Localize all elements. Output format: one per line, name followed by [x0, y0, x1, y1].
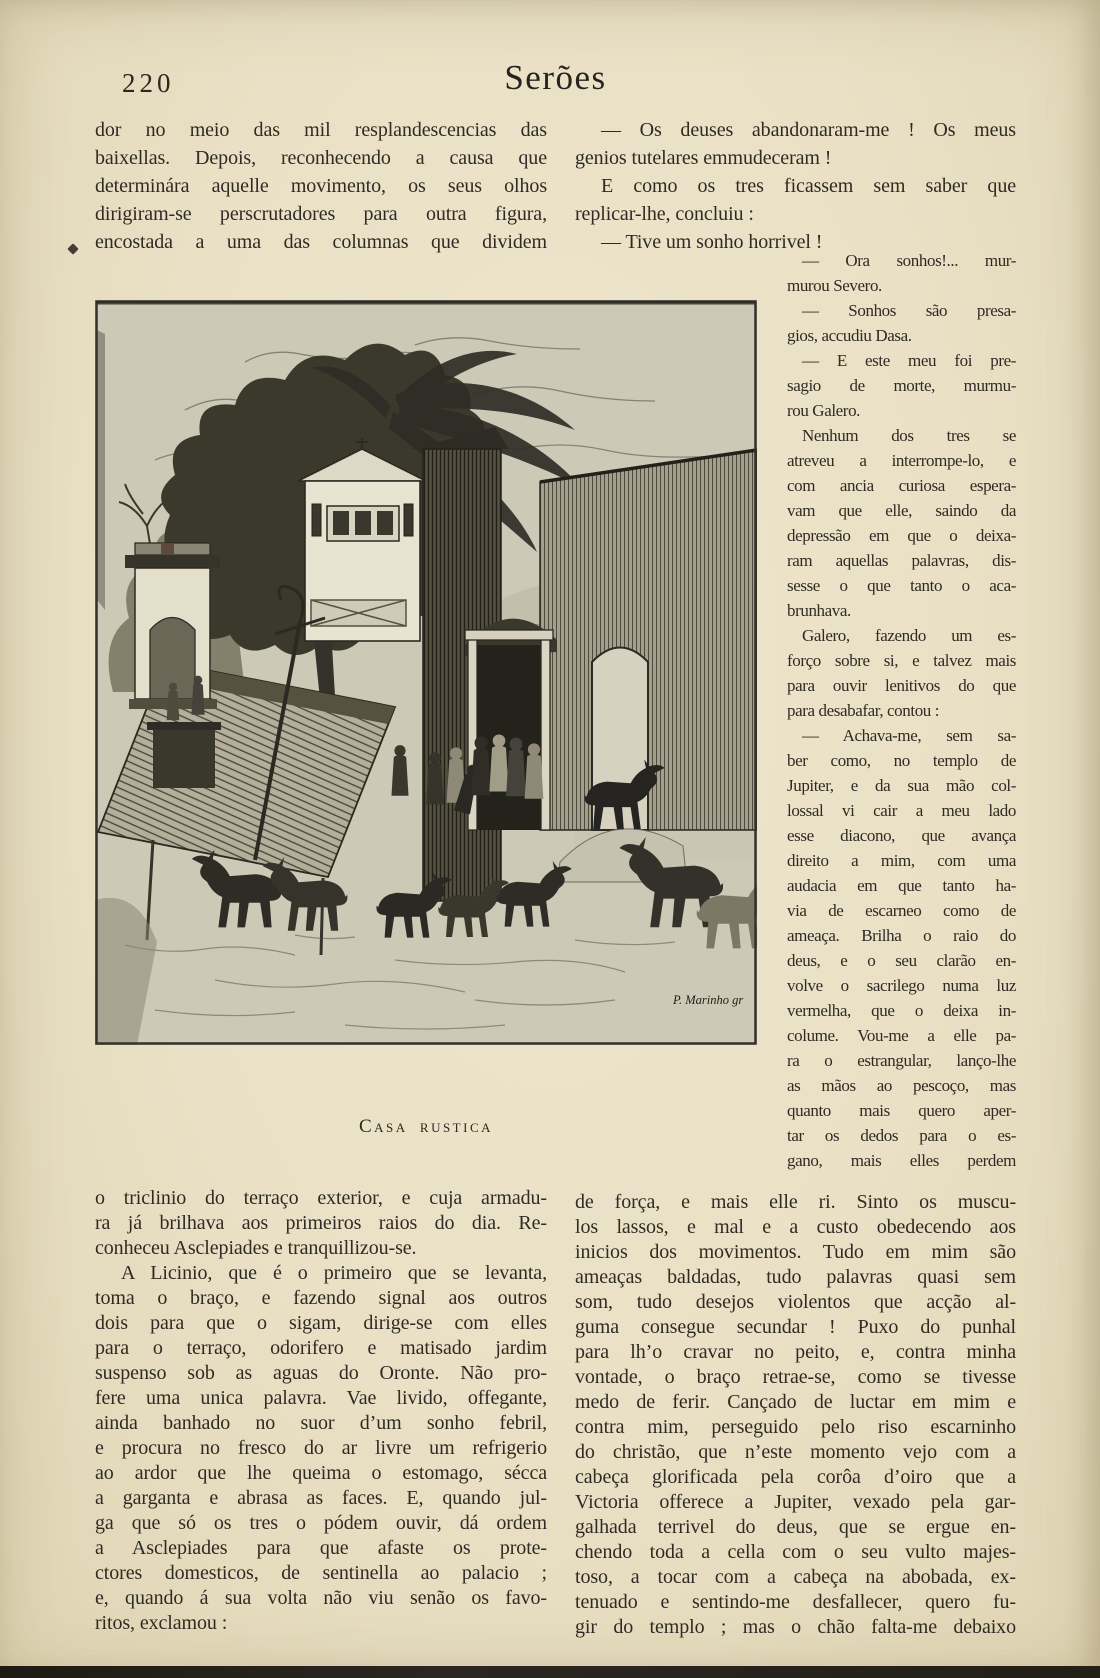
text-line: fere uma unica palavra. Vae livido, offegante,: [95, 1387, 547, 1409]
text-line: ra o estrangular, lanço-lhe: [787, 1051, 1016, 1070]
text-line: vam que elle, saindo da: [787, 501, 1016, 520]
text-line: ameaças baldadas, tudo palavras quasi sem: [575, 1266, 1016, 1288]
page-title: Serões: [504, 58, 607, 97]
text-line: guma consegue secundar ! Puxo do punhal: [575, 1316, 1016, 1338]
text-line: cabeça glorificada pela corôa d’oiro que a: [575, 1466, 1016, 1488]
text-line: gir do templo ; mas o chão falta-me debaixo: [575, 1616, 1016, 1638]
text-line: encostada a uma das columnas que dividem: [95, 231, 547, 253]
text-line: — Achava-me, sem sa-: [802, 726, 1016, 745]
text-line: sesse o que tanto o aca-: [787, 576, 1016, 595]
text-line: dor no meio das mil resplandescencias das: [95, 119, 547, 141]
text-line: los lassos, e mal e a custo obedecendo aos: [575, 1216, 1016, 1238]
text-line: — Os deuses abandonaram-me ! Os meus: [601, 119, 1016, 141]
illustration-casa-rustica: [95, 300, 757, 1045]
text-line: atreveu a interrompe-lo, e: [787, 451, 1016, 470]
ink-blemish: [67, 243, 78, 254]
text-line: — Ora sonhos!... mur-: [802, 251, 1016, 270]
text-line: quanto mais quero aper-: [787, 1101, 1016, 1120]
text-line: ainda banhado no suor d’um sonho febril,: [95, 1412, 547, 1434]
text-line: do christão, que n’este momento vejo com a: [575, 1441, 1016, 1463]
text-line: ber como, no templo de: [787, 751, 1016, 770]
text-line: — Sonhos são presa-: [802, 301, 1016, 320]
text-line: depressão em que o deixa-: [787, 526, 1016, 545]
text-line: chendo toda a cella com o seu vulto majes-: [575, 1541, 1016, 1563]
text-line: E como os tres ficassem sem saber que: [601, 175, 1016, 197]
text-line: volve o sacrilego numa luz: [787, 976, 1016, 995]
illustration-caption: Casa rustica: [358, 1116, 494, 1137]
text-line: medo de ferir. Cançado de luctar em mim e: [575, 1391, 1016, 1413]
text-line: deus, e o seu clarão en-: [787, 951, 1016, 970]
text-line: determinára aquelle movimento, os seus olhos: [95, 175, 547, 197]
text-line: brunhava.: [787, 601, 851, 620]
page-number: 220: [122, 68, 175, 98]
text-line: esse diacono, que avança: [787, 826, 1016, 845]
text-line: murou Severo.: [787, 276, 882, 295]
text-line: genios tutelares emmudeceram !: [575, 147, 832, 169]
text-line: e, quando á sua volta não viu senão os favo-: [95, 1587, 547, 1609]
text-line: para lh’o cravar no peito, e, contra minha: [575, 1341, 1016, 1363]
scan-bottom-edge: [0, 1666, 1100, 1678]
text-line: a Asclepiades para que afaste os prote-: [95, 1537, 547, 1559]
engraver-signature: P. Marinho gr: [673, 993, 744, 1007]
text-line: vermelha, que o deixa in-: [787, 1001, 1016, 1020]
text-line: para o terraço, odorifero e matisado jardim: [95, 1337, 547, 1359]
text-line: Jupiter, e da sua mão col-: [787, 776, 1016, 795]
text-line: audacia em que tanto ha-: [787, 876, 1016, 895]
text-line: tenuado e sentindo-me desfallecer, quero fu-: [575, 1591, 1016, 1613]
text-line: o triclinio do terraço exterior, e cuja armadu-: [95, 1187, 547, 1209]
text-line: tar os dedos para o es-: [787, 1126, 1016, 1145]
text-line: galhada terrivel do deus, que se ergue en-: [575, 1516, 1016, 1538]
text-line: para ouvir lenitivos do que: [787, 676, 1016, 695]
text-line: direito a mim, com uma: [787, 851, 1016, 870]
text-line: gano, mais elles perdem: [787, 1151, 1016, 1170]
text-line: forço sobre si, e talvez mais: [787, 651, 1016, 670]
text-line: baixellas. Depois, reconhecendo a causa que: [95, 147, 547, 169]
text-line: as mãos ao pescoço, mas: [787, 1076, 1016, 1095]
text-line: lossal vi cair a meu lado: [787, 801, 1016, 820]
text-line: com ancia curiosa espera-: [787, 476, 1016, 495]
column-right-bottom: [575, 1190, 1016, 1640]
text-line: A Licinio, que é o primeiro que se levanta,: [121, 1262, 547, 1284]
text-line: colume. Vou-me a elle pa-: [787, 1026, 1016, 1045]
text-line: ram aquellas palavras, dis-: [787, 551, 1016, 570]
column-left-bottom: [95, 1186, 547, 1636]
text-line: inicios dos movimentos. Tudo em mim são: [575, 1241, 1016, 1263]
column-right-top: [575, 116, 1016, 256]
column-right-narrow: [787, 248, 1016, 1173]
text-line: rou Galero.: [787, 401, 861, 420]
text-line: dois para que o sigam, dirige-se com elles: [95, 1312, 547, 1334]
text-line: ao ardor que lhe queima o estomago, sécca: [95, 1462, 547, 1484]
text-line: ga que só os tres o pódem ouvir, dá ordem: [95, 1512, 547, 1534]
text-line: conheceu Asclepiades e tranquillizou-se.: [95, 1237, 417, 1259]
text-line: som, tudo desejos violentos que acção al-: [575, 1291, 1016, 1313]
text-line: dirigiram-se perscrutadores para outra figura,: [95, 203, 547, 225]
text-line: via de escarneo como de: [787, 901, 1016, 920]
text-line: ra já brilhava aos primeiros raios do dia. Re-: [95, 1212, 547, 1234]
text-line: gios, accudiu Dasa.: [787, 326, 912, 345]
text-line: — E este meu foi pre-: [802, 351, 1016, 370]
text-line: replicar-lhe, concluiu :: [575, 203, 754, 225]
text-line: e procura no fresco do ar livre um refrigerio: [95, 1437, 547, 1459]
text-line: ritos, exclamou :: [95, 1612, 228, 1634]
text-line: suspenso sob as aguas do Oronte. Não pro-: [95, 1362, 547, 1384]
text-line: ameaça. Brilha o raio do: [787, 926, 1016, 945]
text-line: para desabafar, contou :: [787, 701, 940, 720]
text-line: Nenhum dos tres se: [802, 426, 1016, 445]
column-left-top: [95, 116, 547, 256]
text-line: ctores domesticos, de sentinella ao palacio ;: [95, 1562, 547, 1584]
text-line: a garganta e abrasa as faces. E, quando jul-: [95, 1487, 547, 1509]
text-line: Victoria offerece a Jupiter, vexado pela gar-: [575, 1491, 1016, 1513]
text-line: toma o braço, e fazendo signal aos outros: [95, 1287, 547, 1309]
text-line: Galero, fazendo um es-: [802, 626, 1016, 645]
text-line: toso, a tocar com a cabeça na abobada, ex-: [575, 1566, 1016, 1588]
text-line: sagio de morte, murmu-: [787, 376, 1016, 395]
text-line: — Tive um sonho horrivel !: [601, 231, 823, 253]
text-line: de força, e mais elle ri. Sinto os muscu-: [575, 1191, 1016, 1213]
text-line: vontade, o braço retrae-se, como se tivesse: [575, 1366, 1016, 1388]
text-line: contra mim, perseguido pelo riso escarninho: [575, 1416, 1016, 1438]
rustic-house-engraving: [95, 300, 757, 1045]
